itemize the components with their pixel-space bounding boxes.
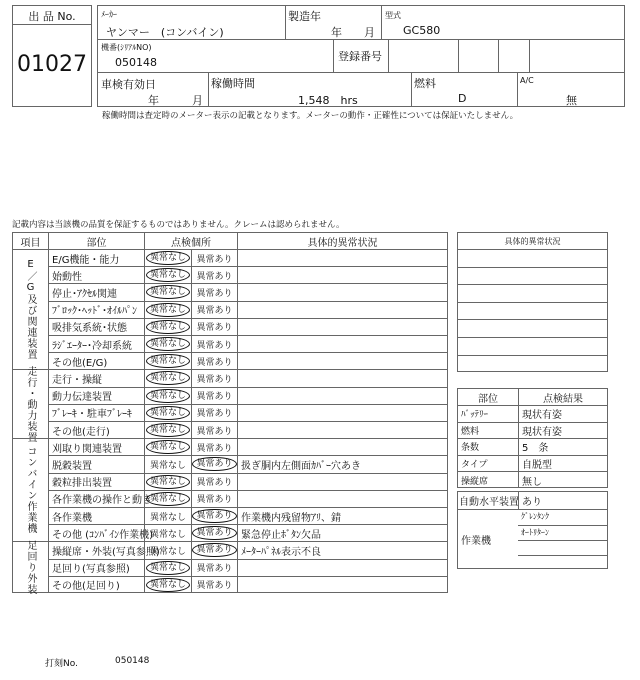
table-header bbox=[13, 233, 447, 249]
hours-note: 稼働時間は査定時のメーター表示の記載となります。メーターの動作・正確性については保証いたしません。 bbox=[102, 111, 519, 121]
status-ng: 異常あり bbox=[196, 357, 233, 368]
ng-cell bbox=[191, 508, 237, 524]
group-label-cell bbox=[13, 365, 48, 443]
side-note-row bbox=[458, 284, 607, 302]
ok-cell bbox=[144, 336, 191, 352]
maker-label: ﾒｰｶｰ bbox=[101, 10, 117, 19]
status-ok: 異常なし bbox=[146, 285, 190, 299]
year-label: 製造年 bbox=[288, 10, 321, 23]
detail-note: 扱ぎ胴内左側面ｶﾊﾞｰ穴あき bbox=[237, 456, 447, 472]
inspection-table bbox=[12, 232, 448, 596]
side-note-row bbox=[458, 267, 607, 285]
status-ok: 異常なし bbox=[146, 337, 190, 351]
status-ok: 異常なし bbox=[146, 354, 190, 368]
status-ng: 異常あり bbox=[196, 409, 233, 420]
ok-cell bbox=[144, 577, 191, 593]
side-check-row bbox=[458, 438, 607, 455]
group-label-text: 足回り外装 bbox=[25, 540, 36, 596]
status-ok: 異常なし bbox=[146, 440, 190, 454]
group-label-cell bbox=[13, 540, 48, 596]
part-name: 各作業機の操作と動き bbox=[48, 491, 144, 507]
ok-cell bbox=[144, 560, 191, 576]
ng-cell bbox=[191, 577, 237, 593]
side-note-row bbox=[458, 337, 607, 355]
status-ok: 異常なし bbox=[146, 303, 190, 317]
part-name: 停止･ｱｸｾﾙ関連 bbox=[48, 284, 144, 300]
stamp-label: 打刻No. bbox=[45, 659, 78, 669]
status-ng: 異常あり bbox=[196, 306, 233, 317]
leveler-label: 自動水平装置 bbox=[459, 497, 519, 508]
header-detail: 具体的異常状況 bbox=[237, 233, 447, 249]
ok-cell bbox=[144, 319, 191, 335]
status-ok: 異常なし bbox=[146, 475, 190, 489]
year-value: 年 月 bbox=[331, 26, 375, 39]
detail-note bbox=[237, 405, 447, 421]
hours-value: 1,548 hrs bbox=[298, 94, 358, 107]
table-row bbox=[48, 369, 447, 386]
part-name: 各作業機 bbox=[48, 508, 144, 524]
side-check-result: 無し bbox=[518, 472, 607, 488]
status-ok: 異常なし bbox=[146, 578, 190, 592]
part-name: 操縦席・外装(写真参照) bbox=[48, 542, 144, 558]
status-ok: 異常なし bbox=[146, 561, 190, 575]
ng-cell bbox=[191, 353, 237, 369]
ng-cell bbox=[191, 370, 237, 386]
ng-cell bbox=[191, 405, 237, 421]
side-note-row bbox=[458, 249, 607, 267]
ng-cell bbox=[191, 302, 237, 318]
status-ng: 異常あり bbox=[196, 392, 233, 403]
inspection-value: 年 月 bbox=[148, 94, 203, 107]
vehicle-info bbox=[97, 5, 625, 107]
work-item bbox=[518, 540, 607, 555]
status-ok: 異常なし bbox=[146, 389, 190, 403]
side-check-row bbox=[458, 422, 607, 439]
ok-cell bbox=[144, 302, 191, 318]
group-label bbox=[13, 540, 48, 596]
leveler-value: あり bbox=[518, 492, 607, 509]
status-ok: 異常なし bbox=[146, 492, 190, 506]
side-check-part: 操縦席 bbox=[461, 476, 489, 487]
table-row bbox=[48, 283, 447, 300]
ng-cell bbox=[191, 336, 237, 352]
ng-cell bbox=[191, 542, 237, 558]
detail-note: ﾒｰﾀｰﾊﾟﾈﾙ表示不良 bbox=[237, 542, 447, 558]
ng-cell bbox=[191, 422, 237, 438]
detail-note bbox=[237, 422, 447, 438]
status-ng: 異常あり bbox=[196, 426, 233, 437]
ng-cell bbox=[191, 560, 237, 576]
stamp-value: 050148 bbox=[115, 656, 150, 666]
detail-note bbox=[237, 491, 447, 507]
ok-cell bbox=[144, 508, 191, 524]
status-ng: 異常あり bbox=[196, 288, 233, 299]
part-name: ﾗｼﾞｴｰﾀｰ･冷却系統 bbox=[48, 336, 144, 352]
ng-cell bbox=[191, 474, 237, 490]
table-row bbox=[48, 335, 447, 352]
maker-value: ヤンマー (コンバイン) bbox=[106, 26, 224, 39]
table-row bbox=[48, 455, 447, 472]
ok-cell bbox=[144, 284, 191, 300]
detail-note bbox=[237, 336, 447, 352]
side-check-row bbox=[458, 405, 607, 422]
group-label-cell bbox=[13, 438, 48, 541]
table-row bbox=[48, 387, 447, 404]
detail-note bbox=[237, 560, 447, 576]
model-label: 型式 bbox=[385, 11, 401, 20]
work-label: 作業機 bbox=[461, 535, 491, 547]
status-ng: 異常あり bbox=[196, 443, 233, 454]
ng-cell bbox=[191, 267, 237, 283]
part-name: 走行・操縦 bbox=[48, 370, 144, 386]
ng-cell bbox=[191, 491, 237, 507]
detail-note bbox=[237, 319, 447, 335]
table-row bbox=[48, 541, 447, 558]
status-ng: 異常あり bbox=[192, 543, 236, 557]
status-ok: 異常なし bbox=[146, 268, 190, 282]
group-label-text: コンバイン作業機 bbox=[25, 446, 36, 535]
inspection-label: 車検有効日 bbox=[101, 78, 156, 91]
side-notes-table bbox=[457, 232, 608, 372]
detail-note: 緊急停止ﾎﾞﾀﾝ欠品 bbox=[237, 525, 447, 541]
detail-note bbox=[237, 370, 447, 386]
work-item: ｵｰﾄﾘﾀｰﾝ bbox=[518, 525, 607, 540]
table-row bbox=[48, 490, 447, 507]
part-name: 脱穀装置 bbox=[48, 456, 144, 472]
detail-note bbox=[237, 439, 447, 455]
status-ng: 異常あり bbox=[196, 564, 233, 575]
ok-cell bbox=[144, 439, 191, 455]
detail-note bbox=[237, 353, 447, 369]
table-row bbox=[48, 266, 447, 283]
status-ng: 異常あり bbox=[196, 478, 233, 489]
side-check-part: 燃料 bbox=[461, 426, 480, 437]
part-name: ﾌﾞﾚｰｷ・駐車ﾌﾞﾚｰｷ bbox=[48, 405, 144, 421]
part-name: 始動性 bbox=[48, 267, 144, 283]
work-item: ｸﾞﾚﾝﾀﾝｸ bbox=[521, 512, 549, 521]
hours-label: 稼働時間 bbox=[211, 77, 255, 90]
status-ok: 異常なし bbox=[149, 460, 186, 471]
side-check-row bbox=[458, 455, 607, 472]
side-header-part: 部位 bbox=[478, 393, 498, 405]
status-ok: 異常なし bbox=[149, 529, 186, 540]
ng-cell bbox=[191, 525, 237, 541]
ok-cell bbox=[144, 491, 191, 507]
status-ng: 異常あり bbox=[196, 581, 233, 592]
part-name: その他(走行) bbox=[48, 422, 144, 438]
detail-note: 作業機内残留物ｱﾘ、錆 bbox=[237, 508, 447, 524]
table-row bbox=[48, 524, 447, 541]
serial-label: 機番(ｼﾘｱﾙNO) bbox=[101, 43, 152, 52]
serial-value: 050148 bbox=[115, 56, 157, 69]
status-ok: 異常なし bbox=[146, 406, 190, 420]
ok-cell bbox=[144, 250, 191, 266]
registration-label: 登録番号 bbox=[338, 50, 382, 63]
ng-cell bbox=[191, 439, 237, 455]
equipment-table bbox=[457, 491, 608, 569]
detail-note bbox=[237, 474, 447, 490]
table-row bbox=[48, 421, 447, 438]
group-label-cell bbox=[13, 249, 48, 369]
part-name: ﾌﾞﾛｯｸ･ﾍｯﾄﾞ･ｵｲﾙﾊﾟﾝ bbox=[48, 302, 144, 318]
status-ok: 異常なし bbox=[149, 512, 186, 523]
status-ng: 異常あり bbox=[196, 340, 233, 351]
ok-cell bbox=[144, 422, 191, 438]
status-ng: 異常あり bbox=[196, 495, 233, 506]
group-label-text: 走行・動力装置 bbox=[25, 365, 36, 443]
table-row bbox=[48, 352, 447, 369]
table-row bbox=[48, 301, 447, 318]
status-ok: 異常なし bbox=[146, 251, 190, 265]
ok-cell bbox=[144, 267, 191, 283]
part-name: 吸排気系統･状態 bbox=[48, 319, 144, 335]
ng-cell bbox=[191, 456, 237, 472]
listing-number: 01027 bbox=[17, 52, 87, 77]
ok-cell bbox=[144, 525, 191, 541]
table-row bbox=[48, 249, 447, 266]
part-name: 動力伝達装置 bbox=[48, 388, 144, 404]
ac-value: 無 bbox=[566, 94, 577, 107]
part-name: 足回り(写真参照) bbox=[48, 560, 144, 576]
group-label bbox=[13, 439, 48, 541]
ok-cell bbox=[144, 542, 191, 558]
table-row bbox=[48, 404, 447, 421]
part-name: E/G機能・能力 bbox=[48, 250, 144, 266]
status-ok: 異常なし bbox=[146, 320, 190, 334]
ng-cell bbox=[191, 319, 237, 335]
status-ng: 異常あり bbox=[196, 254, 233, 265]
disclaimer: 記載内容は当該機の品質を保証するものではありません。クレームは認められません。 bbox=[12, 220, 345, 230]
side-notes-header: 具体的異常状況 bbox=[504, 237, 561, 246]
part-name: その他(足回り) bbox=[48, 577, 144, 593]
table-row bbox=[48, 559, 447, 576]
part-name: その他(E/G) bbox=[48, 353, 144, 369]
status-ng: 異常あり bbox=[196, 323, 233, 334]
part-name: 刈取り関連装置 bbox=[48, 439, 144, 455]
fuel-label: 燃料 bbox=[414, 77, 436, 90]
ng-cell bbox=[191, 388, 237, 404]
part-name: その他 (ｺﾝﾊﾞｲﾝ作業機) bbox=[48, 525, 144, 541]
side-check-table bbox=[457, 388, 608, 488]
table-row bbox=[48, 507, 447, 524]
group-label bbox=[13, 365, 48, 443]
table-row bbox=[48, 473, 447, 490]
table-row bbox=[48, 438, 447, 455]
detail-note bbox=[237, 577, 447, 593]
table-row bbox=[48, 318, 447, 335]
status-ng: 異常あり bbox=[192, 526, 236, 540]
side-note-row bbox=[458, 319, 607, 337]
header-check: 点検個所 bbox=[144, 233, 237, 249]
detail-note bbox=[237, 267, 447, 283]
detail-note bbox=[237, 302, 447, 318]
ok-cell bbox=[144, 456, 191, 472]
status-ng: 異常あり bbox=[192, 457, 236, 471]
side-check-row bbox=[458, 471, 607, 488]
model-value: GC580 bbox=[403, 24, 441, 37]
side-note-row bbox=[458, 302, 607, 320]
table-row bbox=[48, 576, 447, 593]
detail-note bbox=[237, 284, 447, 300]
status-ng: 異常あり bbox=[196, 271, 233, 282]
side-header-result: 点検結果 bbox=[518, 389, 607, 405]
ok-cell bbox=[144, 353, 191, 369]
side-check-part: タイプ bbox=[461, 460, 488, 471]
detail-note bbox=[237, 250, 447, 266]
side-note-row bbox=[458, 355, 607, 373]
ok-cell bbox=[144, 370, 191, 386]
ng-cell bbox=[191, 284, 237, 300]
group-label bbox=[13, 250, 48, 369]
side-check-part: 条数 bbox=[461, 443, 480, 454]
status-ok: 異常なし bbox=[146, 423, 190, 437]
status-ng: 異常あり bbox=[192, 509, 236, 523]
header-item: 項目 bbox=[20, 237, 41, 249]
ok-cell bbox=[144, 405, 191, 421]
side-check-result: 自脱型 bbox=[518, 456, 607, 472]
side-check-result: 5 条 bbox=[518, 439, 607, 455]
side-check-result: 現状有姿 bbox=[518, 406, 607, 422]
ok-cell bbox=[144, 474, 191, 490]
listing-label: 出 品 No. bbox=[28, 10, 76, 23]
listing-box bbox=[12, 5, 92, 107]
work-item bbox=[518, 555, 607, 570]
status-ok: 異常なし bbox=[149, 546, 186, 557]
ng-cell bbox=[191, 250, 237, 266]
ok-cell bbox=[144, 388, 191, 404]
side-check-part: ﾊﾞｯﾃﾘｰ bbox=[461, 410, 489, 421]
detail-note bbox=[237, 388, 447, 404]
group-label-text: E／G及び関連装置 bbox=[25, 259, 36, 361]
header-part: 部位 bbox=[48, 233, 144, 249]
part-name: 穀粒排出装置 bbox=[48, 474, 144, 490]
ac-label: A/C bbox=[520, 76, 534, 85]
status-ng: 異常あり bbox=[196, 374, 233, 385]
fuel-value: D bbox=[458, 92, 467, 105]
side-check-result: 現状有姿 bbox=[518, 423, 607, 439]
status-ok: 異常なし bbox=[146, 371, 190, 385]
